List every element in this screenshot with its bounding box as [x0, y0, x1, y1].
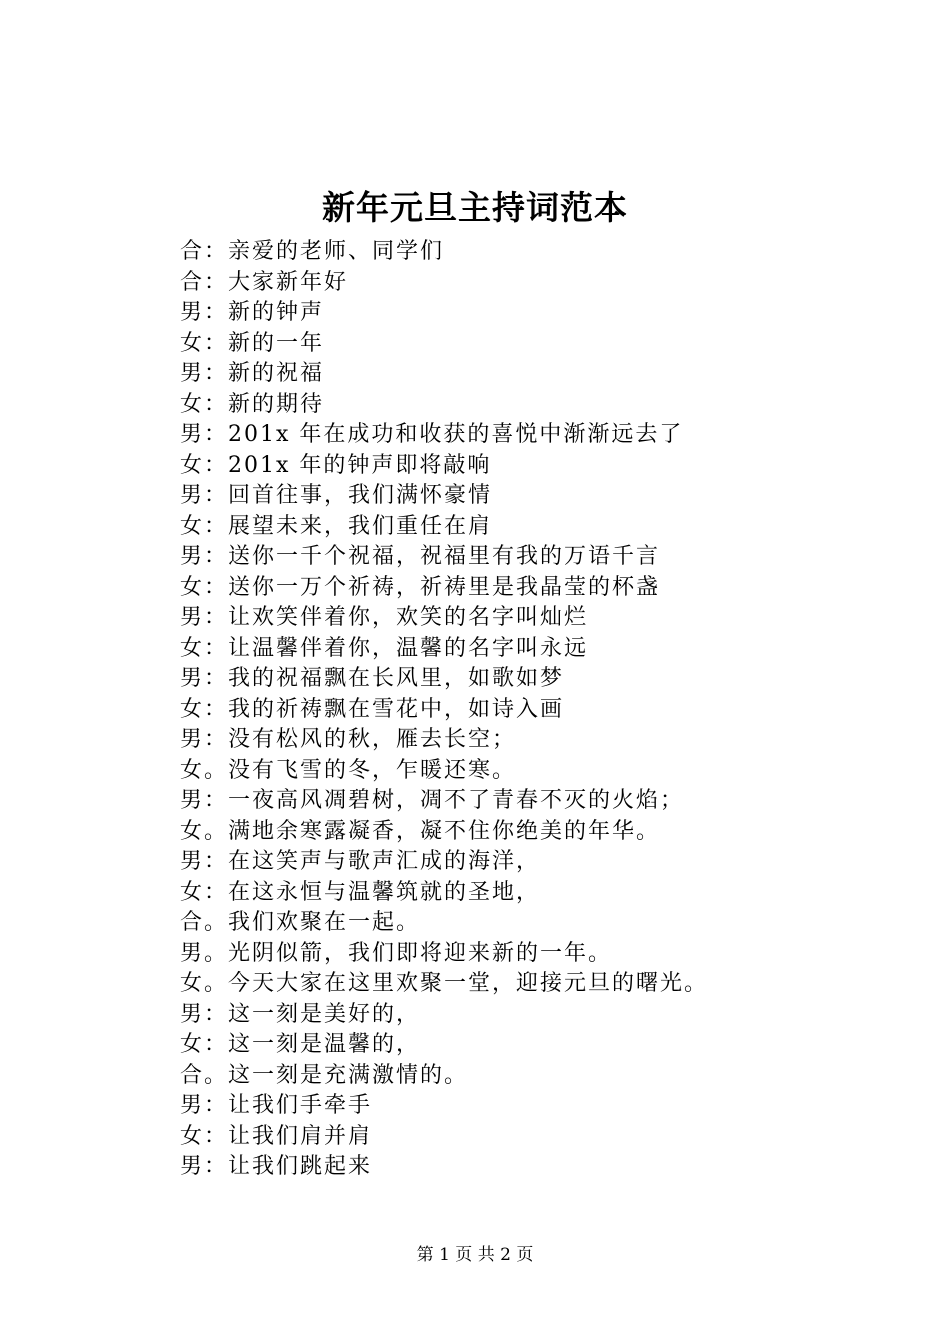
script-line: 男：让我们跳起来 [180, 1154, 373, 1179]
script-line: 女：让温馨伴着你，温馨的名字叫永远 [180, 635, 589, 661]
script-line: 合。我们欢聚在一起。 [180, 910, 421, 935]
document-title: 新年元旦主持词范本 [322, 188, 628, 227]
script-line: 女：在这永恒与温馨筑就的圣地， [180, 879, 541, 905]
script-line: 男：新的祝福 [180, 361, 325, 386]
script-line: 女：展望未来，我们重任在肩 [180, 513, 493, 539]
script-line: 女：让我们肩并肩 [180, 1123, 373, 1149]
script-line: 男：让我们手牵手 [180, 1093, 373, 1118]
script-line: 女：新的期待 [180, 391, 325, 417]
script-line: 女：201x 年的钟声即将敲响 [180, 452, 492, 478]
page-number-footer: 第 1 页 共 2 页 [416, 1245, 534, 1265]
script-line: 男：我的祝福飘在长风里，如歌如梦 [180, 666, 565, 691]
script-line: 女：这一刻是温馨的， [180, 1032, 421, 1057]
script-line: 男：没有松风的秋，雁去长空； [180, 727, 517, 752]
script-line: 男：送你一千个祝福，祝福里有我的万语千言 [180, 544, 661, 569]
script-line: 男：这一刻是美好的， [180, 1001, 421, 1027]
script-line: 女。没有飞雪的冬，乍暖还寒。 [180, 757, 517, 783]
script-line: 女。今天大家在这里欢聚一堂，迎接元旦的曙光。 [180, 971, 709, 996]
script-line: 男。光阴似箭，我们即将迎来新的一年。 [180, 940, 613, 966]
script-line: 女。满地余寒露凝香，凝不住你绝美的年华。 [180, 818, 661, 844]
script-line: 女：我的祈祷飘在雪花中，如诗入画 [180, 696, 565, 722]
script-line: 男：一夜高风凋碧树，凋不了青春不灭的火焰； [180, 788, 685, 813]
script-line: 合。这一刻是充满激情的。 [180, 1062, 469, 1088]
script-line: 男：201x 年在成功和收获的喜悦中渐渐远去了 [180, 422, 684, 447]
script-line: 男：在这笑声与歌声汇成的海洋， [180, 849, 541, 874]
script-lines [180, 237, 890, 1183]
script-line: 合：亲爱的老师、同学们 [180, 239, 445, 264]
script-line: 女：送你一万个祈祷，祈祷里是我晶莹的杯盏 [180, 574, 661, 600]
script-line: 合：大家新年好 [180, 269, 349, 295]
script-line: 男：让欢笑伴着你，欢笑的名字叫灿烂 [180, 605, 589, 630]
script-line: 男：新的钟声 [180, 300, 325, 325]
script-line: 男：回首往事，我们满怀豪情 [180, 483, 493, 508]
script-line: 女：新的一年 [180, 330, 325, 356]
